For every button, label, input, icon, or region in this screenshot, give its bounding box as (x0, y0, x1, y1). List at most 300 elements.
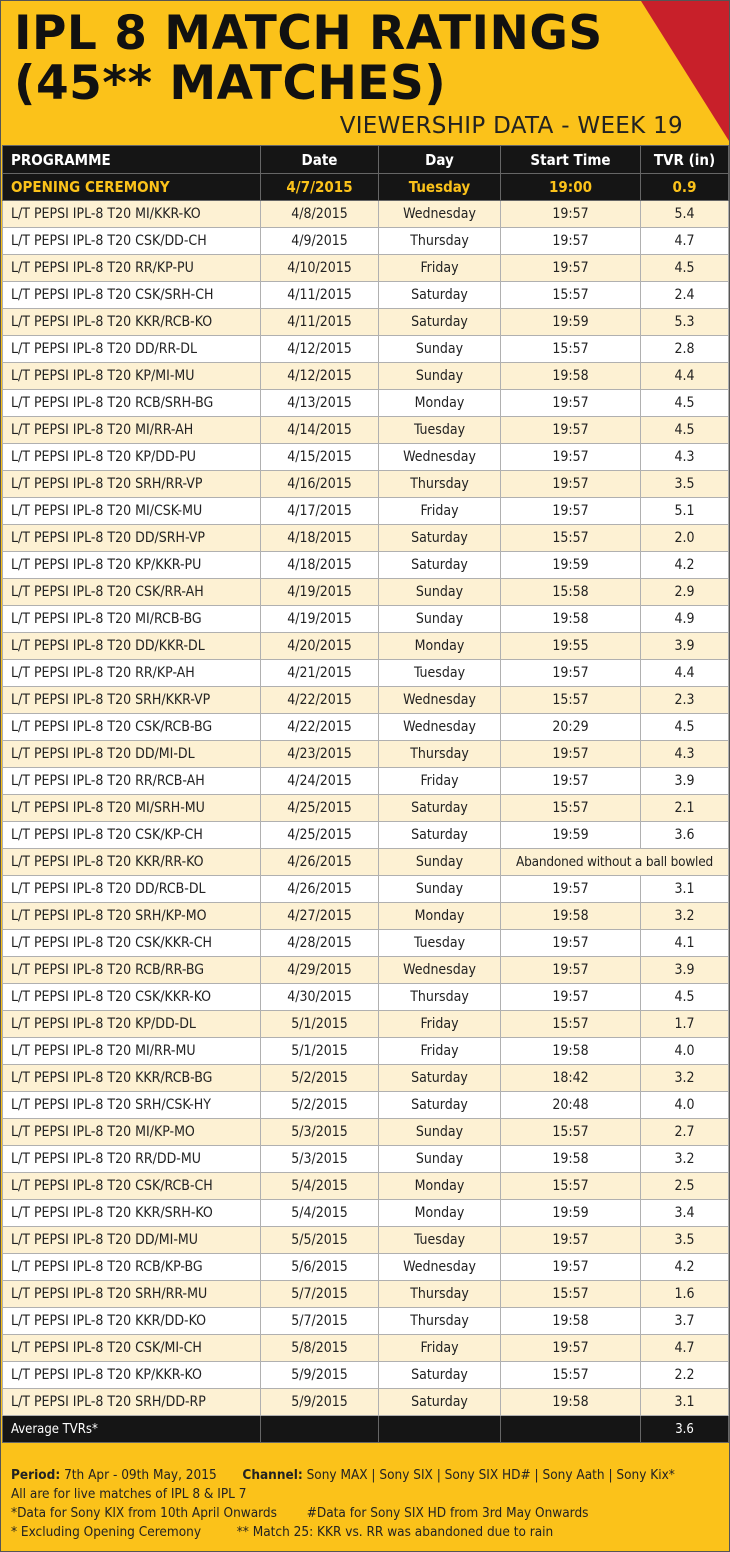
cell-start-time: 19:57 (501, 957, 641, 984)
table-row (3, 255, 729, 282)
cell-programme: L/T PEPSI IPL-8 T20 CSK/KP-CH (3, 822, 261, 849)
table-row (3, 1011, 729, 1038)
cell-tvr: 4.4 (641, 660, 729, 687)
cell-start-time: 19:59 (501, 552, 641, 579)
cell-start-time: 19:59 (501, 822, 641, 849)
cell-tvr: 5.1 (641, 498, 729, 525)
cell-date: 5/2/2015 (261, 1092, 379, 1119)
cell-programme: L/T PEPSI IPL-8 T20 SRH/KKR-VP (3, 687, 261, 714)
table-row (3, 1254, 729, 1281)
cell-date: 4/26/2015 (261, 876, 379, 903)
cell-day: Monday (379, 1200, 501, 1227)
cell-tvr: 3.2 (641, 1065, 729, 1092)
cell-date: 4/26/2015 (261, 849, 379, 876)
table-row (3, 795, 729, 822)
table-row (3, 1335, 729, 1362)
table-row (3, 984, 729, 1011)
cell-programme: L/T PEPSI IPL-8 T20 KKR/RR-KO (3, 849, 261, 876)
cell-date: 4/16/2015 (261, 471, 379, 498)
table-row (3, 930, 729, 957)
cell-programme: L/T PEPSI IPL-8 T20 KKR/RCB-KO (3, 309, 261, 336)
table-row (3, 363, 729, 390)
cell-programme: L/T PEPSI IPL-8 T20 MI/RCB-BG (3, 606, 261, 633)
kix-note: *Data for Sony KIX from 10th April Onwards (11, 1505, 277, 1521)
cell-programme: L/T PEPSI IPL-8 T20 CSK/MI-CH (3, 1335, 261, 1362)
cell-start-time: 19:57 (501, 768, 641, 795)
table-row (3, 444, 729, 471)
cell-tvr: 4.7 (641, 228, 729, 255)
cell-programme: L/T PEPSI IPL-8 T20 KP/DD-DL (3, 1011, 261, 1038)
cell-day: Monday (379, 633, 501, 660)
cell-day: Wednesday (379, 714, 501, 741)
cell-date: 4/7/2015 (261, 174, 379, 201)
cell-start-time: 19:57 (501, 498, 641, 525)
cell-start-time: 19:00 (501, 174, 641, 201)
cell-day: Monday (379, 390, 501, 417)
column-header-date: Date (261, 146, 379, 174)
cell-tvr: 4.5 (641, 255, 729, 282)
table-row (3, 1362, 729, 1389)
table-row (3, 1227, 729, 1254)
table-row (3, 1146, 729, 1173)
cell-tvr: 3.4 (641, 1200, 729, 1227)
cell-programme: L/T PEPSI IPL-8 T20 CSK/RCB-BG (3, 714, 261, 741)
cell-programme: L/T PEPSI IPL-8 T20 DD/SRH-VP (3, 525, 261, 552)
cell-date: 4/29/2015 (261, 957, 379, 984)
cell-start-time: 15:57 (501, 282, 641, 309)
cell-programme: L/T PEPSI IPL-8 T20 DD/MI-MU (3, 1227, 261, 1254)
cell-day: Sunday (379, 1146, 501, 1173)
cell-day: Saturday (379, 795, 501, 822)
cell-programme: L/T PEPSI IPL-8 T20 KKR/DD-KO (3, 1308, 261, 1335)
cell-day: Saturday (379, 282, 501, 309)
cell-day: Saturday (379, 1092, 501, 1119)
table-row (3, 822, 729, 849)
cell-day: Sunday (379, 606, 501, 633)
cell-date: 5/3/2015 (261, 1119, 379, 1146)
cell-day: Thursday (379, 471, 501, 498)
cell-start-time: 19:58 (501, 1389, 641, 1416)
average-label: Average TVRs* (3, 1416, 261, 1443)
cell-date: 4/19/2015 (261, 606, 379, 633)
cell-day: Tuesday (379, 417, 501, 444)
period-channel-line (11, 1466, 723, 1485)
source-notes-line (11, 1504, 723, 1523)
cell-programme: L/T PEPSI IPL-8 T20 RR/KP-AH (3, 660, 261, 687)
cell-tvr: 3.1 (641, 876, 729, 903)
table-row (3, 957, 729, 984)
cell-start-time: 19:58 (501, 606, 641, 633)
cell-programme: L/T PEPSI IPL-8 T20 CSK/SRH-CH (3, 282, 261, 309)
cell-tvr: 3.2 (641, 903, 729, 930)
column-header-programme: PROGRAMME (3, 146, 261, 174)
cell-programme: L/T PEPSI IPL-8 T20 RCB/RR-BG (3, 957, 261, 984)
cell-day: Sunday (379, 363, 501, 390)
cell-date: 5/7/2015 (261, 1308, 379, 1335)
cell-start-time: 19:57 (501, 1335, 641, 1362)
cell-start-time: 19:57 (501, 984, 641, 1011)
cell-tvr: 2.2 (641, 1362, 729, 1389)
cell-day: Wednesday (379, 687, 501, 714)
page-title (14, 6, 603, 111)
table-row (3, 714, 729, 741)
cell-tvr: 2.5 (641, 1173, 729, 1200)
cell-date: 5/4/2015 (261, 1173, 379, 1200)
cell-day: Wednesday (379, 201, 501, 228)
cell-start-time: 15:57 (501, 1173, 641, 1200)
cell-day: Sunday (379, 876, 501, 903)
cell-tvr: 4.5 (641, 417, 729, 444)
cell-tvr: 2.9 (641, 579, 729, 606)
cell-date: 5/1/2015 (261, 1011, 379, 1038)
table-row (3, 1389, 729, 1416)
average-row (3, 1416, 729, 1443)
cell-date: 5/5/2015 (261, 1227, 379, 1254)
cell-date: 4/13/2015 (261, 390, 379, 417)
cell-programme: L/T PEPSI IPL-8 T20 CSK/DD-CH (3, 228, 261, 255)
cell-day: Monday (379, 903, 501, 930)
cell-date: 5/9/2015 (261, 1362, 379, 1389)
cell-date: 4/25/2015 (261, 795, 379, 822)
cell-tvr: 4.2 (641, 552, 729, 579)
table-row (3, 1092, 729, 1119)
table-row (3, 579, 729, 606)
cell-date: 4/19/2015 (261, 579, 379, 606)
cell-date: 4/8/2015 (261, 201, 379, 228)
cell-day: Wednesday (379, 444, 501, 471)
cell-start-time: 15:57 (501, 1011, 641, 1038)
cell-programme: L/T PEPSI IPL-8 T20 SRH/RR-VP (3, 471, 261, 498)
cell-programme: L/T PEPSI IPL-8 T20 MI/KP-MO (3, 1119, 261, 1146)
cell-date: 4/30/2015 (261, 984, 379, 1011)
table-row (3, 1173, 729, 1200)
cell-day: Friday (379, 1011, 501, 1038)
cell-day: Thursday (379, 1281, 501, 1308)
cell-programme: L/T PEPSI IPL-8 T20 CSK/KKR-KO (3, 984, 261, 1011)
cell-date: 4/22/2015 (261, 714, 379, 741)
cell-start-time: 19:57 (501, 741, 641, 768)
cell-tvr: 2.8 (641, 336, 729, 363)
sixhd-note: #Data for Sony SIX HD from 3rd May Onwards (306, 1505, 589, 1521)
cell-day: Wednesday (379, 957, 501, 984)
column-header-tvr: TVR (in) (641, 146, 729, 174)
cell-date: 4/9/2015 (261, 228, 379, 255)
cell-tvr: 4.3 (641, 741, 729, 768)
cell-day: Friday (379, 768, 501, 795)
cell-tvr: 5.3 (641, 309, 729, 336)
cell-day: Sunday (379, 579, 501, 606)
cell-tvr: 4.5 (641, 714, 729, 741)
opening-ceremony-row (3, 174, 729, 201)
cell-programme: L/T PEPSI IPL-8 T20 SRH/DD-RP (3, 1389, 261, 1416)
table-row (3, 390, 729, 417)
cell-start-time: 19:58 (501, 363, 641, 390)
cell-start-time: 19:59 (501, 1200, 641, 1227)
table-row (3, 876, 729, 903)
cell-tvr: 3.5 (641, 1227, 729, 1254)
table-row (3, 417, 729, 444)
cell-start-time: 19:57 (501, 930, 641, 957)
table-row (3, 606, 729, 633)
table-row (3, 1119, 729, 1146)
cell-programme: L/T PEPSI IPL-8 T20 KKR/SRH-KO (3, 1200, 261, 1227)
cell-tvr: 4.2 (641, 1254, 729, 1281)
table-row (3, 309, 729, 336)
table-row (3, 768, 729, 795)
cell-programme: L/T PEPSI IPL-8 T20 DD/RR-DL (3, 336, 261, 363)
cell-start-time: 15:58 (501, 579, 641, 606)
cell-date: 4/23/2015 (261, 741, 379, 768)
cell-day: Thursday (379, 984, 501, 1011)
cell-tvr: 4.0 (641, 1092, 729, 1119)
cell-start-time: 19:57 (501, 660, 641, 687)
cell-day: Friday (379, 1038, 501, 1065)
table-row (3, 903, 729, 930)
cell-tvr: 2.4 (641, 282, 729, 309)
match25-note: ** Match 25: KKR vs. RR was abandoned due to rain (236, 1524, 554, 1540)
cell-tvr: 2.0 (641, 525, 729, 552)
cell-date: 4/21/2015 (261, 660, 379, 687)
channel-value: Sony MAX | Sony SIX | Sony SIX HD# | Sony Aath | Sony Kix* (306, 1467, 675, 1483)
table-row (3, 498, 729, 525)
cell-tvr: 4.0 (641, 1038, 729, 1065)
cell-tvr: 3.9 (641, 633, 729, 660)
cell-day: Friday (379, 255, 501, 282)
cell-date: 5/1/2015 (261, 1038, 379, 1065)
average-empty-cell (379, 1416, 501, 1443)
cell-date: 4/15/2015 (261, 444, 379, 471)
table-row (3, 471, 729, 498)
cell-date: 5/8/2015 (261, 1335, 379, 1362)
cell-date: 4/25/2015 (261, 822, 379, 849)
cell-start-time: 19:57 (501, 255, 641, 282)
cell-abandoned-note: Abandoned without a ball bowled (501, 849, 729, 876)
cell-date: 5/6/2015 (261, 1254, 379, 1281)
cell-programme: L/T PEPSI IPL-8 T20 DD/RCB-DL (3, 876, 261, 903)
table-row (3, 660, 729, 687)
cell-date: 4/10/2015 (261, 255, 379, 282)
cell-tvr: 4.4 (641, 363, 729, 390)
cell-start-time: 15:57 (501, 1362, 641, 1389)
table-row (3, 525, 729, 552)
cell-tvr: 0.9 (641, 174, 729, 201)
cell-start-time: 15:57 (501, 1119, 641, 1146)
cell-start-time: 19:58 (501, 1146, 641, 1173)
table-row (3, 336, 729, 363)
cell-date: 4/12/2015 (261, 336, 379, 363)
cell-programme: L/T PEPSI IPL-8 T20 MI/RR-AH (3, 417, 261, 444)
page-subtitle: VIEWERSHIP DATA - WEEK 19 (339, 113, 683, 139)
cell-day: Saturday (379, 1362, 501, 1389)
cell-start-time: 15:57 (501, 687, 641, 714)
period-value: 7th Apr - 09th May, 2015 (64, 1467, 217, 1483)
cell-programme: L/T PEPSI IPL-8 T20 RCB/SRH-BG (3, 390, 261, 417)
cell-day: Wednesday (379, 1254, 501, 1281)
cell-tvr: 2.1 (641, 795, 729, 822)
cell-programme: L/T PEPSI IPL-8 T20 MI/SRH-MU (3, 795, 261, 822)
table-body (3, 174, 729, 1416)
cell-day: Sunday (379, 336, 501, 363)
period-label: Period: (11, 1467, 61, 1483)
table-row (3, 282, 729, 309)
cell-date: 4/27/2015 (261, 903, 379, 930)
cell-tvr: 4.1 (641, 930, 729, 957)
cell-programme: L/T PEPSI IPL-8 T20 KKR/RCB-BG (3, 1065, 261, 1092)
cell-start-time: 19:58 (501, 1038, 641, 1065)
cell-programme: L/T PEPSI IPL-8 T20 DD/MI-DL (3, 741, 261, 768)
exclusion-note: * Excluding Opening Ceremony (11, 1524, 202, 1540)
title-line-2: (45** MATCHES) (14, 56, 447, 111)
cell-start-time: 20:29 (501, 714, 641, 741)
average-empty-cell (501, 1416, 641, 1443)
table-row (3, 687, 729, 714)
cell-day: Monday (379, 1173, 501, 1200)
cell-day: Saturday (379, 822, 501, 849)
cell-start-time: 15:57 (501, 525, 641, 552)
cell-day: Tuesday (379, 174, 501, 201)
cell-tvr: 2.3 (641, 687, 729, 714)
cell-programme: L/T PEPSI IPL-8 T20 CSK/KKR-CH (3, 930, 261, 957)
cell-date: 4/17/2015 (261, 498, 379, 525)
cell-programme: L/T PEPSI IPL-8 T20 DD/KKR-DL (3, 633, 261, 660)
cell-tvr: 1.7 (641, 1011, 729, 1038)
cell-programme: L/T PEPSI IPL-8 T20 CSK/RR-AH (3, 579, 261, 606)
cell-tvr: 4.3 (641, 444, 729, 471)
table-row (3, 1308, 729, 1335)
cell-start-time: 19:58 (501, 903, 641, 930)
average-empty-cell (261, 1416, 379, 1443)
cell-date: 4/24/2015 (261, 768, 379, 795)
exclusion-notes-line (11, 1523, 723, 1542)
cell-programme: L/T PEPSI IPL-8 T20 RR/KP-PU (3, 255, 261, 282)
cell-programme: L/T PEPSI IPL-8 T20 SRH/CSK-HY (3, 1092, 261, 1119)
footer-notes (11, 1466, 723, 1542)
cell-day: Friday (379, 498, 501, 525)
average-value: 3.6 (641, 1416, 729, 1443)
cell-programme: L/T PEPSI IPL-8 T20 KP/MI-MU (3, 363, 261, 390)
cell-start-time: 15:57 (501, 795, 641, 822)
cell-start-time: 19:57 (501, 417, 641, 444)
cell-day: Tuesday (379, 660, 501, 687)
table-row (3, 1038, 729, 1065)
table-row (3, 1281, 729, 1308)
cell-tvr: 4.5 (641, 390, 729, 417)
cell-programme: L/T PEPSI IPL-8 T20 MI/KKR-KO (3, 201, 261, 228)
cell-start-time: 18:42 (501, 1065, 641, 1092)
cell-start-time: 15:57 (501, 1281, 641, 1308)
cell-date: 4/28/2015 (261, 930, 379, 957)
cell-start-time: 19:57 (501, 1254, 641, 1281)
cell-day: Saturday (379, 552, 501, 579)
cell-tvr: 3.7 (641, 1308, 729, 1335)
cell-tvr: 4.7 (641, 1335, 729, 1362)
cell-date: 4/12/2015 (261, 363, 379, 390)
cell-start-time: 19:57 (501, 444, 641, 471)
cell-day: Thursday (379, 741, 501, 768)
cell-date: 4/18/2015 (261, 552, 379, 579)
table-row (3, 1200, 729, 1227)
cell-day: Tuesday (379, 930, 501, 957)
cell-date: 4/20/2015 (261, 633, 379, 660)
cell-date: 5/7/2015 (261, 1281, 379, 1308)
table-row (3, 849, 729, 876)
cell-start-time: 19:59 (501, 309, 641, 336)
cell-tvr: 3.2 (641, 1146, 729, 1173)
cell-tvr: 3.9 (641, 768, 729, 795)
cell-tvr: 3.1 (641, 1389, 729, 1416)
channel-label: Channel: (242, 1467, 303, 1483)
cell-programme: L/T PEPSI IPL-8 T20 KP/KKR-KO (3, 1362, 261, 1389)
cell-date: 5/9/2015 (261, 1389, 379, 1416)
cell-start-time: 19:58 (501, 1308, 641, 1335)
cell-programme: L/T PEPSI IPL-8 T20 SRH/RR-MU (3, 1281, 261, 1308)
cell-programme: OPENING CEREMONY (3, 174, 261, 201)
cell-programme: L/T PEPSI IPL-8 T20 RCB/KP-BG (3, 1254, 261, 1281)
cell-programme: L/T PEPSI IPL-8 T20 SRH/KP-MO (3, 903, 261, 930)
column-header-day: Day (379, 146, 501, 174)
cell-start-time: 15:57 (501, 336, 641, 363)
table-row (3, 552, 729, 579)
cell-start-time: 19:57 (501, 471, 641, 498)
table-header-row (3, 146, 729, 174)
cell-day: Sunday (379, 849, 501, 876)
cell-date: 5/3/2015 (261, 1146, 379, 1173)
cell-programme: L/T PEPSI IPL-8 T20 MI/CSK-MU (3, 498, 261, 525)
cell-day: Saturday (379, 1065, 501, 1092)
cell-date: 4/18/2015 (261, 525, 379, 552)
cell-start-time: 19:57 (501, 390, 641, 417)
table-row (3, 1065, 729, 1092)
cell-date: 4/11/2015 (261, 282, 379, 309)
ratings-table (2, 145, 729, 1443)
cell-day: Thursday (379, 1308, 501, 1335)
cell-day: Friday (379, 1335, 501, 1362)
table-row (3, 633, 729, 660)
cell-day: Thursday (379, 228, 501, 255)
cell-start-time: 19:57 (501, 876, 641, 903)
cell-programme: L/T PEPSI IPL-8 T20 RR/RCB-AH (3, 768, 261, 795)
cell-date: 4/22/2015 (261, 687, 379, 714)
cell-date: 5/4/2015 (261, 1200, 379, 1227)
title-line-1: IPL 8 MATCH RATINGS (14, 6, 603, 61)
table-row (3, 741, 729, 768)
live-note: All are for live matches of IPL 8 & IPL 7 (11, 1486, 247, 1502)
cell-day: Saturday (379, 525, 501, 552)
cell-day: Tuesday (379, 1227, 501, 1254)
cell-tvr: 4.5 (641, 984, 729, 1011)
cell-programme: L/T PEPSI IPL-8 T20 KP/KKR-PU (3, 552, 261, 579)
table-row (3, 228, 729, 255)
column-header-start-time: Start Time (501, 146, 641, 174)
cell-programme: L/T PEPSI IPL-8 T20 RR/DD-MU (3, 1146, 261, 1173)
cell-tvr: 2.7 (641, 1119, 729, 1146)
cell-start-time: 20:48 (501, 1092, 641, 1119)
cell-tvr: 1.6 (641, 1281, 729, 1308)
cell-tvr: 5.4 (641, 201, 729, 228)
cell-day: Saturday (379, 1389, 501, 1416)
cell-day: Sunday (379, 1119, 501, 1146)
cell-date: 5/2/2015 (261, 1065, 379, 1092)
table-row (3, 201, 729, 228)
cell-programme: L/T PEPSI IPL-8 T20 MI/RR-MU (3, 1038, 261, 1065)
cell-start-time: 19:57 (501, 228, 641, 255)
cell-start-time: 19:55 (501, 633, 641, 660)
cell-programme: L/T PEPSI IPL-8 T20 CSK/RCB-CH (3, 1173, 261, 1200)
cell-start-time: 19:57 (501, 1227, 641, 1254)
cell-start-time: 19:57 (501, 201, 641, 228)
cell-date: 4/14/2015 (261, 417, 379, 444)
cell-tvr: 3.6 (641, 822, 729, 849)
